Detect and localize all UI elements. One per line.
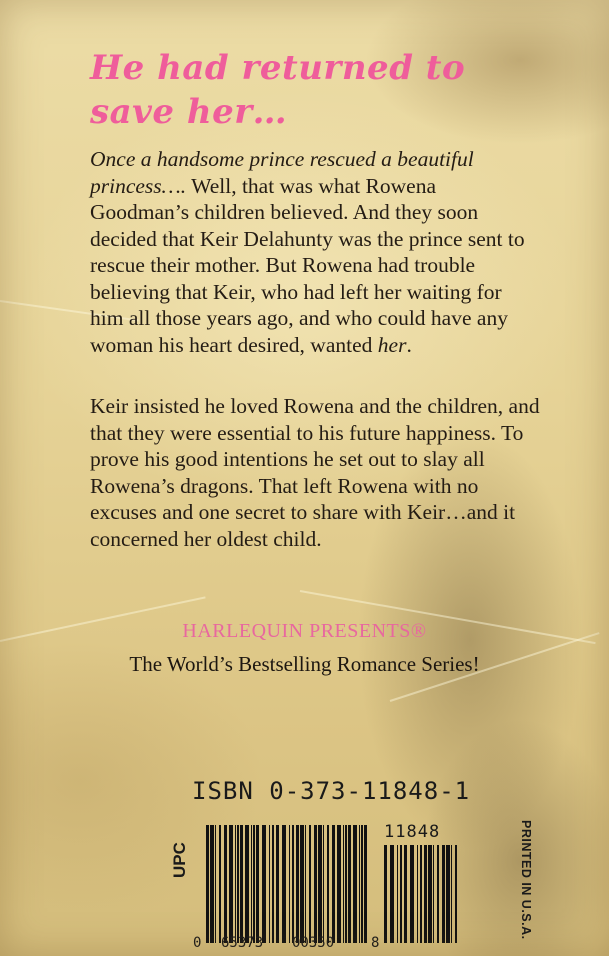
- barcode-bar: [400, 845, 402, 943]
- barcode-bar: [327, 825, 329, 943]
- barcode-bar: [359, 825, 360, 943]
- barcode-bar: [235, 825, 236, 943]
- barcode-bar: [237, 825, 239, 943]
- barcode-supplement-number: 11848: [384, 822, 441, 842]
- barcode-bar: [437, 845, 439, 943]
- barcode-main-bars: [206, 825, 367, 943]
- barcode-bar: [215, 825, 216, 943]
- headline-line-2: save her…: [90, 92, 288, 132]
- headline-line-1: He had returned to: [90, 48, 466, 88]
- barcode-bar: [424, 845, 427, 943]
- barcode-bar: [276, 825, 279, 943]
- barcode-bar: [224, 825, 227, 943]
- barcode-bar: [262, 825, 266, 943]
- isbn-number: ISBN 0-373-11848-1: [192, 777, 471, 805]
- upc-label: UPC: [170, 842, 189, 878]
- barcode-bar: [300, 825, 304, 943]
- barcode-bar: [296, 825, 299, 943]
- barcode-bar: [417, 845, 418, 943]
- barcode-bar: [314, 825, 317, 943]
- barcode-bar: [292, 825, 294, 943]
- cover-headline: [90, 46, 550, 134]
- barcode-bar: [309, 825, 311, 943]
- barcode-bar: [332, 825, 335, 943]
- barcode-bar: [219, 825, 221, 943]
- blurb-paragraph-2: Keir insisted he loved Rowena and the children, and that they were essential to his future happiness. To prove his good intentions he set out to slay all Rowena’s dragons. That left Rowena with no excuses and one secret to share with Keir…and it concerned her oldest child.: [90, 394, 540, 551]
- blurb-body: Well, that was what Rowena Goodman’s children believed. And they soon decided that Keir Delahunty was the prince sent to rescue their mother. But Rowena had trouble believing that Keir, who had left her waiting for him all those years ago, and who could have any woman his heart desired, wanted: [90, 173, 525, 357]
- barcode-bar: [337, 825, 341, 943]
- barcode-supplement-bars: [384, 845, 457, 943]
- barcode-bar: [318, 825, 322, 943]
- barcode-digits-group-2: 00350: [292, 935, 335, 951]
- barcode-bar: [229, 825, 233, 943]
- blurb-end: .: [406, 332, 412, 357]
- barcode-bar: [446, 845, 450, 943]
- barcode-bar: [428, 845, 432, 943]
- barcode-bar: [433, 845, 434, 943]
- barcode-bar: [323, 825, 324, 943]
- barcode-bar: [442, 845, 445, 943]
- barcode-bar: [420, 845, 422, 943]
- barcode-bar: [256, 825, 259, 943]
- barcode-bar: [404, 845, 407, 943]
- barcode-bar: [240, 825, 243, 943]
- barcode-bar: [410, 845, 414, 943]
- barcode-bar: [397, 845, 398, 943]
- barcode-bar: [384, 845, 387, 943]
- printed-in-label: PRINTED IN U.S.A.: [519, 820, 533, 940]
- barcode-bar: [345, 825, 347, 943]
- barcode-bar: [451, 845, 452, 943]
- series-brand: HARLEQUIN PRESENTS®: [182, 620, 427, 642]
- barcode-digits-group-1: 65373: [221, 935, 264, 951]
- barcode-bar: [343, 825, 344, 943]
- barcode-bar: [455, 845, 457, 943]
- barcode-bar: [361, 825, 363, 943]
- barcode-digit-left: 0: [193, 935, 202, 951]
- barcode-bar: [305, 825, 306, 943]
- barcode-bar: [269, 825, 270, 943]
- blurb-emphasis: her: [377, 332, 407, 357]
- barcode-bar: [348, 825, 351, 943]
- blurb-paragraph-1: [90, 146, 540, 358]
- series-tagline: The World’s Bestselling Romance Series!: [129, 652, 480, 676]
- barcode-bar: [253, 825, 255, 943]
- barcode-bar: [272, 825, 274, 943]
- barcode-bar: [353, 825, 357, 943]
- barcode-bar: [282, 825, 286, 943]
- barcode-digit-right: 8: [371, 935, 380, 951]
- barcode-bar: [390, 845, 394, 943]
- barcode-bar: [245, 825, 249, 943]
- barcode-bar: [206, 825, 209, 943]
- blurb-intro: Once a handsome prince rescued a beautiful princess….: [90, 147, 474, 198]
- barcode-bar: [251, 825, 252, 943]
- barcode-bar: [210, 825, 214, 943]
- barcode-bar: [289, 825, 290, 943]
- barcode: [176, 820, 476, 950]
- barcode-bar: [364, 825, 367, 943]
